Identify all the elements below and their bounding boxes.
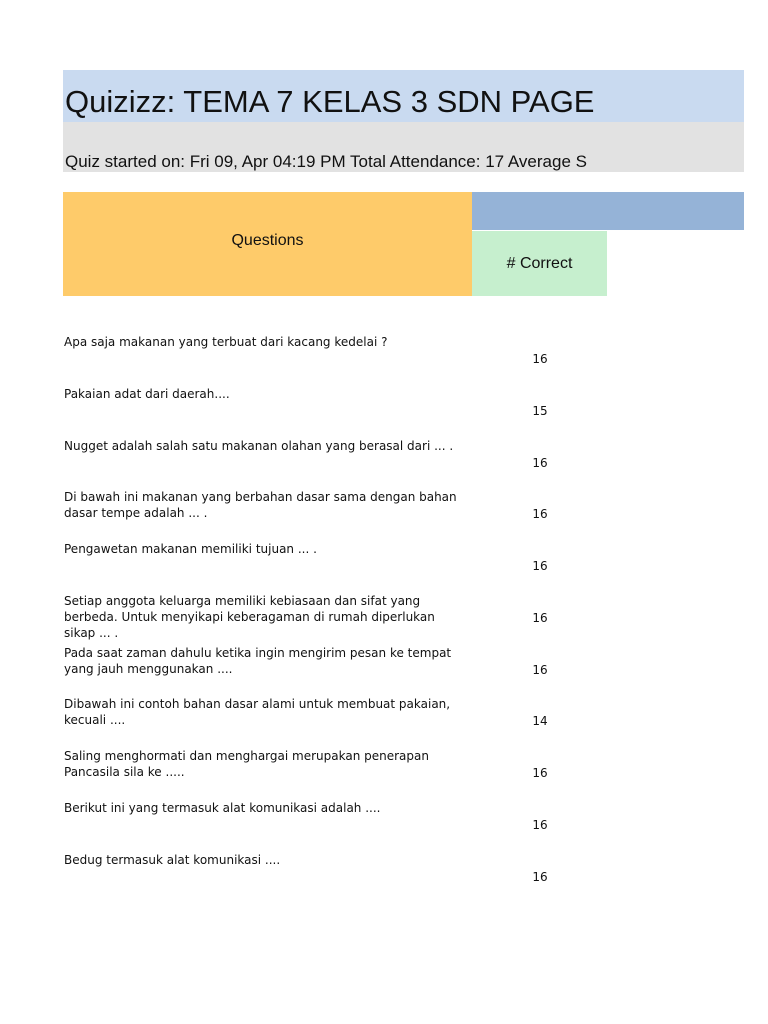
page-title: Quizizz: TEMA 7 KELAS 3 SDN PAGE (65, 84, 595, 119)
question-text: Dibawah ini contoh bahan dasar alami untuk membuat pakaian, kecuali .... (64, 697, 451, 728)
table-row (63, 692, 623, 744)
correct-header-label: # Correct (506, 254, 573, 272)
correct-count: 16 (532, 610, 548, 625)
subtitle-bar (63, 122, 744, 172)
correct-count: 15 (532, 403, 548, 418)
correct-count: 16 (532, 559, 548, 573)
correct-count: 16 (532, 352, 548, 366)
questions-column-header (63, 192, 472, 296)
header-band (472, 192, 744, 230)
table-row (63, 796, 623, 848)
table-row (63, 848, 623, 900)
table-row (63, 744, 623, 796)
table-row (63, 641, 623, 693)
table-row (63, 485, 623, 537)
correct-count: 16 (532, 455, 548, 470)
table-row (63, 589, 623, 641)
correct-count: 16 (532, 507, 548, 522)
correct-column-header (472, 231, 607, 296)
question-text: Nugget adalah salah satu makanan olahan yang berasal dari ... . (64, 438, 454, 453)
correct-count: 14 (532, 714, 548, 729)
quiz-info: Quiz started on: Fri 09, Apr 04:19 PM Total Attendance: 17 Average S (65, 152, 587, 171)
correct-count: 16 (532, 817, 548, 832)
question-text: Pada saat zaman dahulu ketika ingin mengirim pesan ke tempat yang jauh menggunakan .... (64, 645, 452, 676)
correct-count: 16 (532, 662, 548, 677)
table-row (63, 330, 623, 382)
table-row (63, 537, 623, 589)
question-list (63, 330, 623, 899)
correct-count: 16 (532, 766, 548, 780)
table-row (63, 382, 623, 434)
question-text: Berikut ini yang termasuk alat komunikasi adalah .... (64, 800, 381, 815)
question-text: Di bawah ini makanan yang berbahan dasar sama dengan bahan dasar tempe adalah ... . (64, 490, 457, 521)
correct-count: 16 (532, 869, 548, 884)
question-text: Apa saja makanan yang terbuat dari kacang kedelai ? (64, 335, 388, 349)
question-text: Setiap anggota keluarga memiliki kebiasaan dan sifat yang berbeda. Untuk menyikapi keberagaman di rumah diperlukan sikap ... . (64, 593, 435, 640)
question-text: Pengawetan makanan memiliki tujuan ... . (64, 542, 317, 556)
question-text: Bedug termasuk alat komunikasi .... (64, 852, 281, 867)
question-text: Saling menghormati dan menghargai merupakan penerapan Pancasila sila ke ..... (64, 749, 429, 779)
title-bar (63, 70, 744, 122)
question-text: Pakaian adat dari daerah.... (64, 386, 230, 401)
questions-header-label: Questions (231, 232, 304, 249)
table-row (63, 434, 623, 486)
